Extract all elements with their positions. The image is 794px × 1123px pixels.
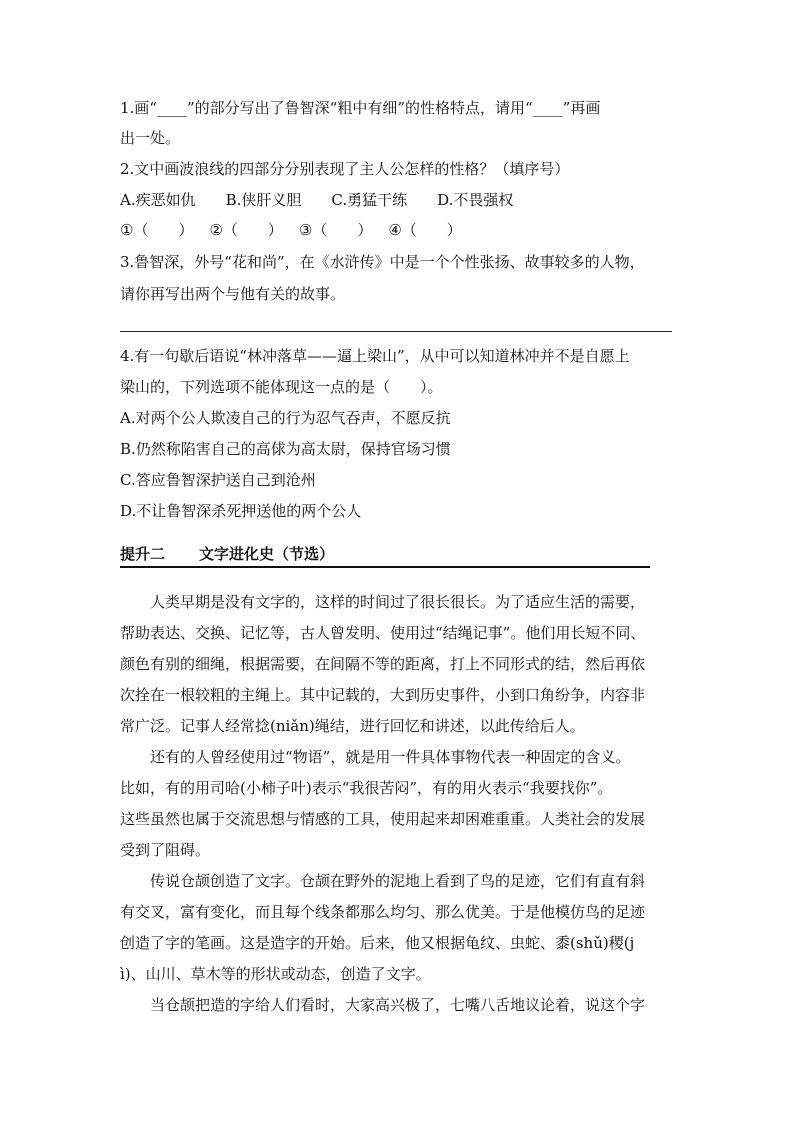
passage-line: 比如，有的用司哈(小柿子叶)表示“我很苦闷”，有的用火表示“我要找你”。: [120, 779, 613, 797]
question-4-line-1: 4.有一句歇后语说“林冲落草——逼上梁山”，从中可以知道林冲并不是自愿上: [120, 347, 630, 365]
passage-line: 还有的人曾经使用过“物语”，就是用一件具体事物代表一种固定的含义。: [150, 748, 631, 766]
passage-line: 人类早期是没有文字的，这样的时间过了很长很长。为了适应生活的需要，: [150, 593, 646, 611]
answer-blank-3[interactable]: ③（ ）: [298, 221, 373, 239]
question-2-text: 2.文中画波浪线的四部分分别表现了主人公怎样的性格？（填序号）: [120, 160, 570, 178]
question-4-option-b: B.仍然称陷害自己的高俅为高太尉，保持官场习惯: [120, 440, 451, 458]
question-2-answer-blanks: [120, 220, 462, 240]
question-2-options: [120, 190, 513, 210]
passage-line: 有交叉，富有变化，而且每个线条都那么均匀、那么优美。于是他模仿鸟的足迹: [120, 903, 646, 921]
question-3-line-2: 请你再写出两个与他有关的故事。: [120, 285, 346, 303]
passage-line: 颜色有别的细绳，根据需要，在间隔不等的距离，打上不同形式的结，然后再依: [120, 655, 646, 673]
question-4-option-c: C.答应鲁智深护送自己到沧州: [120, 471, 316, 489]
passage-line: 次拴在一根较粗的主绳上。其中记载的，大到历史事件，小到口角纷争，内容非: [120, 686, 646, 704]
option-c: C.勇猛干练: [331, 191, 408, 209]
passage-line: 常广泛。记事人经常捻(niǎn)绳结，进行回忆和讲述，以此传给后人。: [120, 717, 585, 735]
answer-blank-4[interactable]: ④（ ）: [388, 221, 462, 239]
passage-line: 创造了字的笔画。这是造字的开始。后来，他又根据龟纹、虫蛇、黍(shǔ)稷(j: [120, 934, 635, 952]
question-4-line-2: 梁山的，下列选项不能体现这一点的是（ ）。: [120, 378, 443, 396]
question-1-line-1: 1.画“____”的部分写出了鲁智深“粗中有细”的性格特点，请用“____”再画: [120, 99, 601, 117]
answer-blank-1[interactable]: ①（ ）: [120, 221, 194, 239]
passage-line: ì)、山川、草木等的形状或动态，创造了文字。: [120, 965, 431, 983]
question-4-option-a: A.对两个公人欺凌自己的行为忍气吞声，不愿反抗: [120, 409, 451, 427]
option-b: B.侠肝义胆: [225, 191, 302, 209]
answer-line[interactable]: [120, 331, 672, 332]
option-a: A.疾恶如仇: [120, 191, 196, 209]
section-title: 文字进化史（节选）: [199, 545, 335, 563]
question-1-line-2: 出一处。: [120, 129, 181, 147]
section-heading: [120, 544, 650, 568]
option-d: D.不畏强权: [437, 191, 514, 209]
passage-line: 帮助表达、交换、记忆等，古人曾发明、使用过“结绳记事”。他们用长短不同、: [120, 624, 646, 642]
question-4-option-d: D.不让鲁智深杀死押送他的两个公人: [120, 502, 362, 520]
answer-blank-2[interactable]: ②（ ）: [209, 221, 283, 239]
passage-line: 受到了阻碍。: [120, 841, 211, 859]
section-label: 提升二: [120, 545, 166, 563]
passage-line: 这些虽然也属于交流思想与情感的工具，使用起来却困难重重。人类社会的发展: [120, 810, 646, 828]
passage-line: 传说仓颉创造了文字。仓颉在野外的泥地上看到了鸟的足迹，它们有直有斜: [150, 872, 646, 890]
question-3-line-1: 3.鲁智深，外号“花和尚”，在《水浒传》中是一个个性张扬、故事较多的人物，: [120, 253, 645, 271]
passage-line: 当仓颉把造的字给人们看时，大家高兴极了，七嘴八舌地议论着，说这个字: [150, 996, 646, 1014]
